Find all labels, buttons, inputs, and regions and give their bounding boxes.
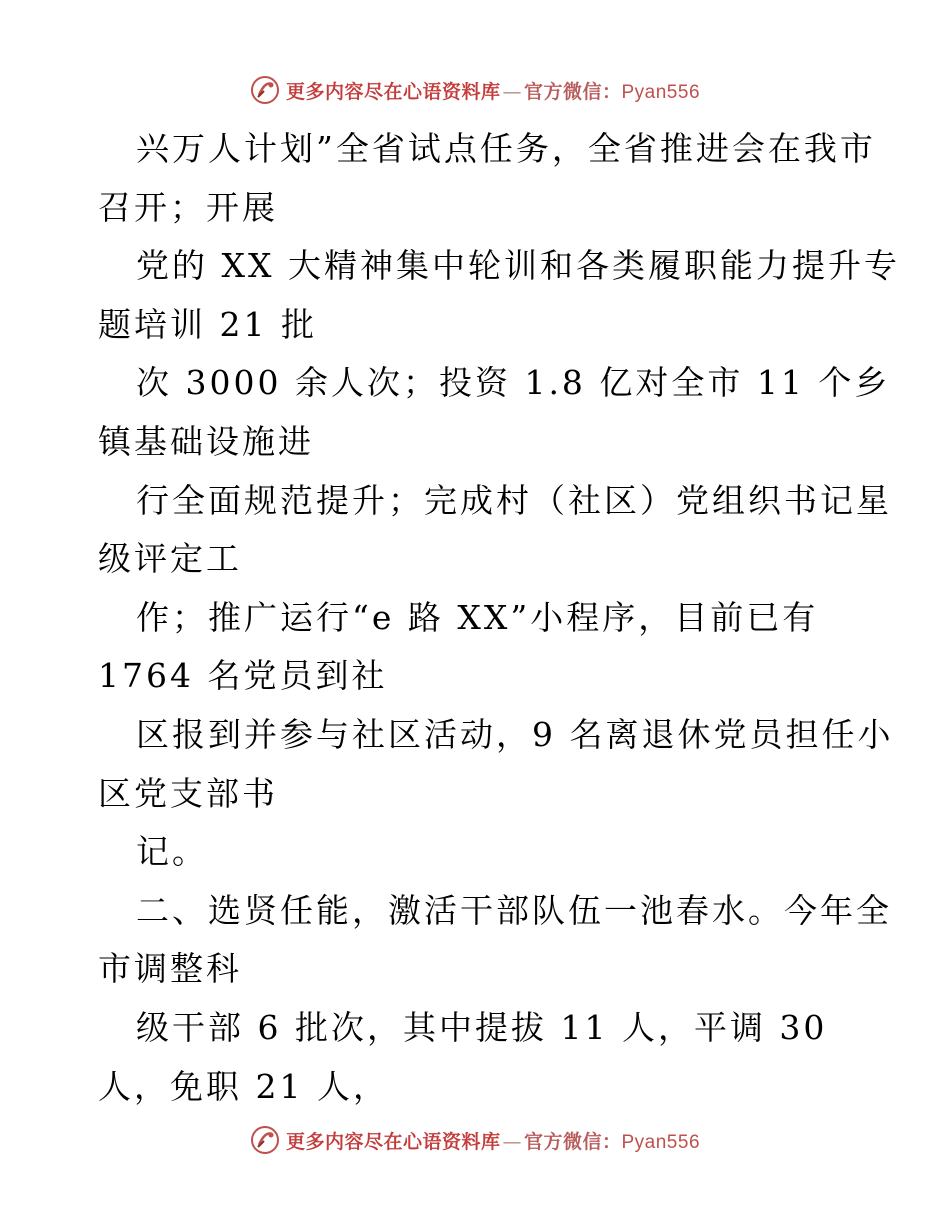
text-line: 级干部 6 批次，其中提拔 11 人，平调 30 bbox=[136, 1007, 828, 1047]
text-line: 级评定工 bbox=[98, 539, 242, 579]
watermark-wechat: 官方微信： bbox=[523, 80, 622, 103]
watermark-text bbox=[286, 77, 700, 104]
text-line: 兴万人计划”全省试点任务，全省推进会在我市 bbox=[136, 129, 876, 168]
watermark-main: 更多内容尽在心语资料库 bbox=[285, 80, 501, 103]
watermark-main: 更多内容尽在心语资料库 bbox=[285, 1130, 501, 1153]
text-line: 行全面规范提升；完成村（社区）党组织书记星 bbox=[136, 480, 892, 520]
logo-icon bbox=[250, 75, 280, 105]
text-line: 作；推广运行“e 路 XX”小程序，目前已有 bbox=[136, 597, 819, 637]
document-body bbox=[98, 120, 900, 1116]
text-line: 题培训 21 批 bbox=[98, 304, 317, 344]
text-line: 次 3000 余人次；投资 1.8 亿对全市 11 个乡 bbox=[136, 363, 891, 403]
section-heading-line: 二、选贤任能，激活干部队伍一池春水。今年全 bbox=[136, 890, 892, 930]
watermark-wechat: 官方微信： bbox=[523, 1130, 622, 1153]
text-line: 党的 XX 大精神集中轮训和各类履职能力提升专 bbox=[136, 246, 900, 286]
text-line: 记。 bbox=[136, 832, 208, 872]
text-line: 区报到并参与社区活动，9 名离退休党员担任小 bbox=[136, 714, 894, 754]
watermark-id: Pyan556 bbox=[621, 1131, 701, 1153]
text-line: 1764 名党员到社 bbox=[98, 656, 388, 696]
text-line: 召开；开展 bbox=[98, 187, 278, 227]
text-line: 区党支部书 bbox=[98, 773, 278, 813]
logo-icon bbox=[250, 1125, 280, 1155]
watermark-text bbox=[286, 1127, 700, 1154]
watermark-separator: — bbox=[502, 80, 522, 103]
text-line: 人，免职 21 人， bbox=[98, 1066, 389, 1106]
watermark-id: Pyan556 bbox=[621, 81, 701, 103]
watermark-separator: — bbox=[502, 1130, 522, 1153]
text-line: 镇基础设施进 bbox=[98, 421, 314, 461]
header-watermark bbox=[0, 72, 950, 108]
footer-watermark bbox=[0, 1122, 950, 1158]
text-line: 市调整科 bbox=[98, 949, 242, 989]
